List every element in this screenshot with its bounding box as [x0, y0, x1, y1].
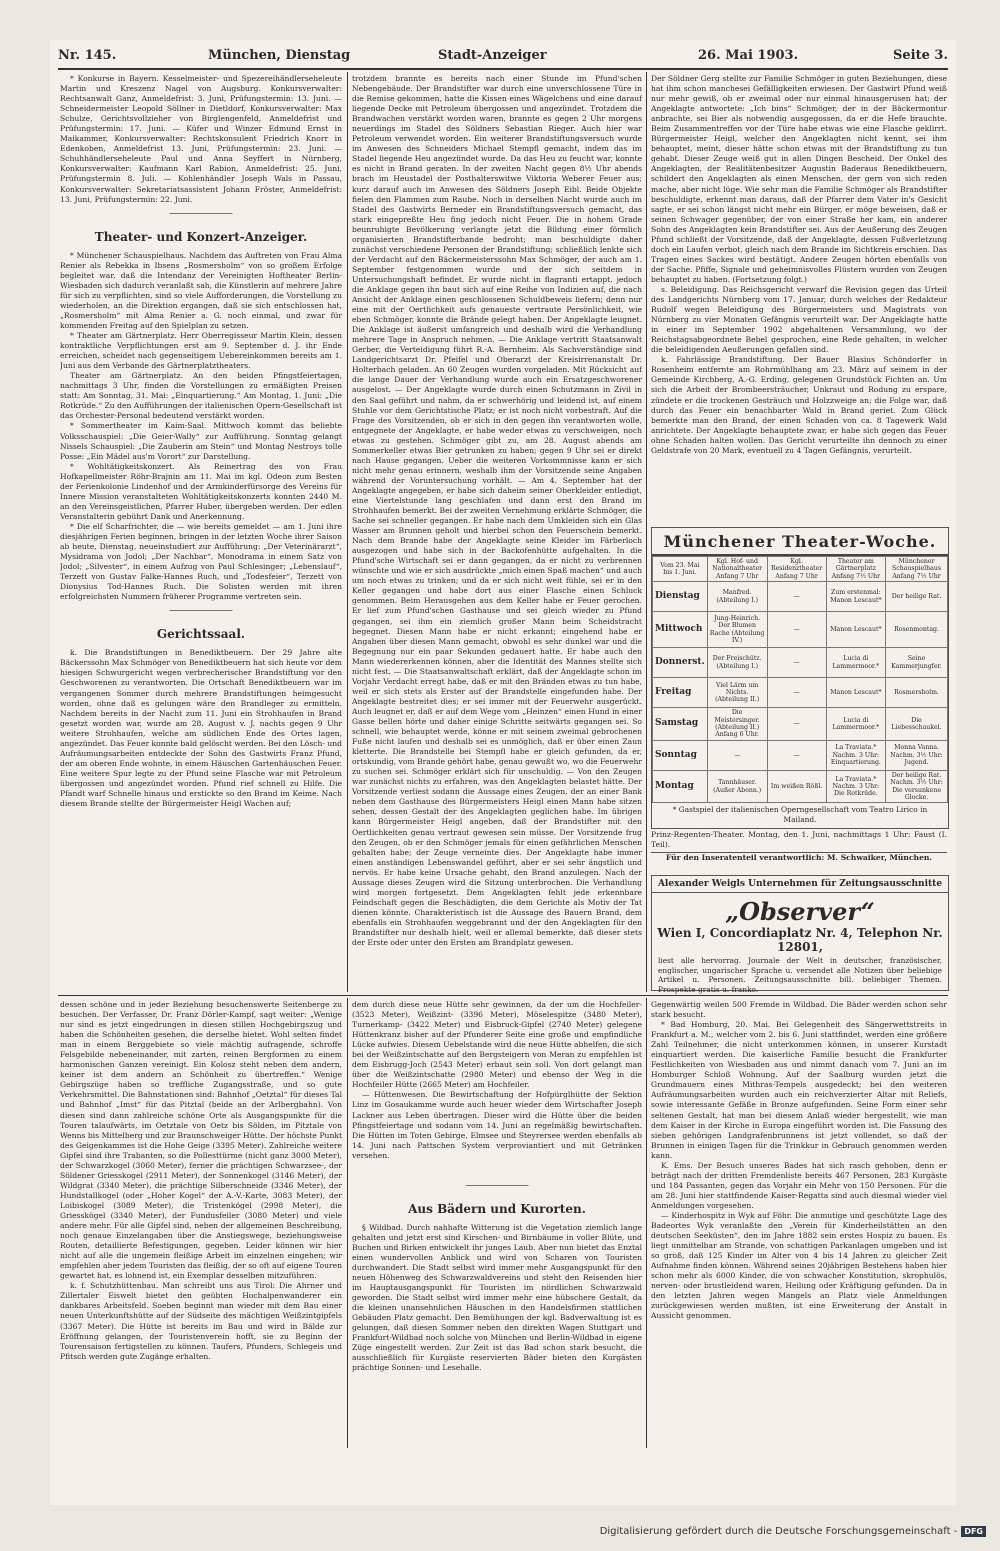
theater-para: * Wohltätigkeitskonzert. Als Reinertrag des von Frau Hofkapellmeister Röhr-Brajnin am 11. Mai im kgl. Odeon zum Besten der Ferienkolonie Lindenhof und der Armkinderfürsorge des Vereins für Innere Mission veranstalteten Wohltätigkeitskonzerts konnten 2440 M. an den Vereinsgeistlichen, Pfarrer Huber, übergeben werden. Der edlen Veranstalterin gebührt Dank und Anerkennung. [60, 461, 342, 521]
theater-week-box [651, 527, 949, 829]
table-cell: Lucia di Lammermoor.* [826, 708, 885, 741]
table-cell-day: Samstag [653, 708, 708, 741]
paper-name: Stadt-Anzeiger [438, 48, 547, 63]
digitization-credit [600, 1526, 986, 1537]
observer-address: Wien I, Concordiaplatz Nr. 4, Telephon Nr. 12801, [657, 926, 943, 954]
table-cell: — [767, 582, 826, 612]
page-header [58, 46, 948, 68]
table-row [653, 612, 948, 648]
place-date: München, Dienstag [208, 48, 351, 63]
theater-week-table [652, 556, 948, 803]
prinz-regenten-notice [651, 830, 947, 870]
table-cell-day: Mittwoch [653, 612, 708, 648]
table-cell: Der heilige Rat. [886, 582, 948, 612]
trial-report-text: trotzdem brannte es bereits nach einer Stunde im Pfund'schen Nebengebäude. Der Brandstifter war durch eine unverschlossene Türe in die Remise gekommen, hatte die Kissen eines Wägelchens und eine darauf liegende Decke mit Petroleum übergossen und angezündet. Trotzdem die Brandwachen verstärkt worden waren, brannte es gegen 2 Uhr morgens neuerdings im Stadel des Söldners Sebastian Rieger. Auch hier war Petroleum verwendet worden. Ein weiterer Brandstiftungsversuch wurde im Anwesen des Schneiders Michael Stempfl gemacht, indem das im Stadel liegende Heu angezündet wurde. Da das Heu zu feucht war, konnte es nicht in Brand geraten. In der zweiten Nacht gegen 8½ Uhr abends brach im Heustadel der Posthalterswitwe Viktoria Weberer Feuer aus; kurz darauf auch im Anwesen des Söldners Joseph Eibl. Beide Objekte fielen den Flammen zum Raube. Noch in derselben Nacht wurde auch im Stadel des Gastwirts Berneder ein Brandstiftungsversuch gemacht, das stark eingepreßte Heu fing jedoch nicht Feuer. Die in hohem Grade beunruhigte Bevölkerung verlangte jetzt die Bildung einer förmlich organisierten Brandstifterbande bedroht; man beschuldigte daher zunächst verschiedene Personen der Brandstiftung; schließlich lenkte sich der Verdacht auf den Bäckermeisterssohn Max Schmöger, der auch am 1. September festgenommen wurde und der sich seitdem in Untersuchungshaft befindet. Er wurde nicht in flagranti ertappt, jedoch die Anklage gegen ihn baut sich auf eine Reihe von Indizien auf, die nach Ansicht der Anklage einen geschlossenen Schuldbeweis liefern; denn nur eine mit der Oertlichkeit aufs genaueste vertraute Persönlichkeit, wie eben Schmöger, konnte die Brände gelegt haben. Der Angeklagte leugnet. Die Anklage ist äußerst umfangreich und deshalb wird die Verhandlung mehrere Tage in Anspruch nehmen. — Die Anklage vertritt Staatsanwalt Gerber, die Verteidigung führt R.-A. Bernheim. Als Sachverständige sind Landgerichtsarzt Dr. Pfeifel und Oberarzt der Kreisirrenanstalt Dr. Holterbach geladen. An 60 Zeugen wurden vorgeladen. Mit Rücksicht auf die lange Dauer der Verhandlung wurde auch ein Ersatzgeschworener ausgelost. — Der Angeklagte wurde durch einen Schutzmann in Zivil in den Saal geführt und nahm, da er schwerhörig und leidend ist, auf einem Stuhle vor dem Gerichtstische Platz; er ist noch nicht vorbestraft. Auf die Frage des Vorsitzenden, ob er sich in den gegen ihn verantworten wolle, entgegnete der Angeklagte, er habe weder etwas zu verschweigen, noch etwas zu gestehen. Schmöger gibt zu, am 28. August abends am Sommerkeller etwas Bier getrunken zu haben; gegen 9 Uhr sei er direkt nach Hause gegangen. Ueber die weiteren Vorkommnisse kann er sich nicht mehr genau erinnern, weshalb ihm der Vorsitzende seine Angaben während der Voruntersuchung vorhält. — Am 4. September hat der Angeklagte angegeben, er habe sich daheim seiner Oberkleider entledigt, eine Viertelstunde lang geschlafen und dann erst den Brand im Strohhaufen bemerkt. Bei der zweiten Vernehmung erklärte Schmöger, die Sache sei schneller gegangen. Er habe nach dem Umkleiden sich ein Glas Wasser am Brunnen geholt und hierbei schon den Feuerschein bemerkt. Nach dem Brande habe der Angeklagte seine Kleider im Färberloch ausgezogen und habe sich in der Backofenhütte aufgehalten. In die Pfund'sche Wirtschaft sei er dann gegangen, da er nicht zu verbrennen wünschte und wie er sich ausdrückte „mich einen Spaß machen“ und auch um noch etwas zu trinken; und da er sich nicht weit fühle, sei er in den Keller gegangen und habe dort aus einer Flasche einen Schluck genommen. Beim Herausgehen aus dem Keller habe er Feuer gerochen. Er lief zum Pfund'schen Gasthause und sei gleich wieder zu Pfund gegangen, sei ihm ein ziemlich großer Mann beim Scheidstracht begegnet. Diesen Mann habe er nicht erkannt; eingehend habe er Angaben über diesen Mann gemacht, obwohl es sehr dunkel war und die Begegnung nur ein paar Sekunden gedauert hatte. Er habe auch den Mann wiedererkennen können, aber die Identität des Mannes stellte sich nicht fest. — Die Staatsanwaltschaft erklärt, daß der Angeklagte schon im Vorjahr Verdacht erregt habe, daß er mit den Bränden etwas zu tun habe, weil er sich stets als Erster auf der Brandstelle eingefunden habe. Der Angeklagte bestreitet dies; er sei immer mit der Feuerwehr ausgerückt. Auch leugnet er, daß er auf dem Wege vom „Heinzen“ einen Hund in einer Gasse bellen hörte und daher einige Schritte seitwärts gegangen sei. So schnell, wie behauptet werde, könne er mit seinem zweimal gebrochenen Fuße nicht laufen und deshalb sei es unmöglich, daß er über einen Zaun kletterte. Die Brandstelle bei Stempfl habe er gleich gefunden, da er, ortskundig, vom Brande gehört habe, genau gewußt wo, wo die Feuerwehr zu suchen sei. Schmöger erklärt sich für unschuldig. — Von den Zeugen war zunächst nichts zu erfahren, was den Angeklagten belastet hätte. Der Vorsitzende verliest sodann die Aussage eines Zeugen, der an einer Bank neben dem Gasthause des Bürgermeisters Heigl einen Mann habe sitzen sehen, dessen Gestalt der des Angeklagten geglichen habe. Im übrigen kann Bürgermeister Heigl angeben, daß der Brandstifter mit den Oertlichkeiten genau vertraut gewesen sein müsse. Der Vorsitzende frug den Zeugen, ob er den Schmöger jemals für einen gefährlichen Menschen gehalten habe; der Zeuge verneinte dies. Der Angeklagte habe immer einen anständigen Lebenswandel geführt, aber er sei sehr ängstlich und nervös. Er habe keine Ursache gehabt, den Brand anzulegen. Nach der Aussage dieses Zeugen wird die Sitzung unterbrochen. Die Verhandlung wird morgen fortgesetzt. Dem Angeklagten fehlt jede erkennbare Feindschaft gegen die Beschädigten, die dem Gerichte als Motiv der Tat dienen könnte. Charakteristisch ist die Aussage des Bauern Brand, dem ebenfalls ein Strohhaufen weggebrannt und der den Angeklagten für den Brandstifter nur deshalb hielt, weil er allemal bemerkte, daß dieser stets der Erste oder unter den Ersten am Brandplatz gewesen. [352, 74, 642, 948]
bottom-column-1 [60, 1000, 342, 1445]
kinderhospiz-notice: — Kinderhospitz in Wyk auf Föhr. Die anmutige und geschützte Lage des Badeortes Wyk veranlaßte den „Verein für Kinderheilstätten an den deutschen Seeküsten“, den im Jahre 1882 sein erstes Hospiz zu bauen. Es liegt unmittelbar am Strande, von schattigen Parkanlagen umgeben und ist so groß, daß 125 Kinder im Alter von 4 bis 14 Jahren zu gleicher Zeit Aufnahme finden können. Während seines 20jährigen Bestehens haben hier schon mehr als 6000 Kinder, die von schwacher Konstitution, skrophulös, nerven- oder brustleidend waren, Heilung oder Kräftigung gefunden. Da in den letzten Jahren wegen Mangels an Platz viele Anmeldungen zurückgewiesen werden mußten, ist eine Erweiterung der Anstalt in Aussicht genommen. [651, 1210, 947, 1321]
issue-date: 26. Mai 1903. [698, 48, 799, 63]
prinz-regenten-text: Prinz-Regenten-Theater. Montag, den 1. Juni, nachmittags 1 Uhr: Faust (I. Teil). [651, 830, 947, 850]
table-cell: — [767, 708, 826, 741]
wildbad-continued: Gegenwärtig weilen 500 Fremde in Wildbad. Die Bäder werden schon sehr stark besucht. [651, 1000, 947, 1020]
table-header: Kgl. Hof- und Nationaltheater Anfang 7 Uhr [707, 557, 767, 582]
table-cell: Viel Lärm um Nichts. (Abteilung II.) [707, 678, 767, 708]
section-heading-gericht: Gerichtssaal. [156, 627, 246, 642]
theater-para: Theater am Gärtnerplatz. An den beiden Pfingstfeiertagen, nachmittags 3 Uhr, finden die Vorstellungen zu ermäßigten Preisen statt: Am Sonntag, 31. Mai: „Einquartierung.“ Am Montag, 1. Juni: „Die Rotkrüde.“ Zu den Aufführungen der italienischen Opern-Gesellschaft ist das Orchester-Personal bedeutend verstärkt worden. [60, 371, 342, 421]
bergtour-text: dessen schöne und in jeder Beziehung besuchenswerte Seitenberge zu besuchen. Der Verfasser, Dr. Franz Dörler-Kampf, sagt weiter: „Wenige nur sind es jetzt eingedrungen in diesen stillen Hochgebirgszug und haben die Schönheiten gesehen, die derselbe bietet. Wohl selten findet man in einem Berggebiete so viele mächtig aufragende, schroffe Felsgebilde nebeneinander, mit zarten, reinen Bergformen zu einem harmonischen Ganzen vereinigt. Ein Kolosz steht neben dem andern, keiner ist dem andern an Schönheit zu übertreffen.“ Wenige Gebirgszüge haben so treffliche Zugangsstraße, und so gute Verkehrsmittel. Die Bahnstationen sind: Bahnhof „Oetztal“ für dieses Tal und Bahnhof „Imst“ für das Pitztal (beide an der Arlbergbahn). Von diesen sind dann zahlreiche schöne Orte als Ausgangspunkte für die Touren talaufwärts, im Oetztale von Oetz bis Sölden, im Pitztale von Wenns bis Mittelberg und zur Braunschweiger Hütte. Der höchste Punkt des Geigenkammes ist die Hohe Geige (3395 Meter). Zahlreiche weitere Gipfel sind ihre Trabanten, so die Pollesttürme (nicht ganz 3000 Meter), der Schwarzkogel (3060 Meter), ferner die prächtigen Schwarzsee-, der Söldener Griesskogel (2911 Meter), der Sonnenkogel (3146 Meter), der Wildgrat (3340 Meter), die prächtige Silberschneide (3346 Meter), der Hundstallkogel (oder „Hoher Kogel“ der A.-V.-Karte, 3083 Meter), der Loibiskogel (3089 Meter), die Tristenkögel (2998 Meter), die Griesskögel (3340 Meter), der Fundusfeiler (3080 Meter) und viele andere mehr. Für alle Gipfel sind, neben der allgemeinen Beschreibung, noch genaue Einzelangaben über die Anstiegswege, beziehungsweise Routen, detaillierte Befestigungen, gegeben. Leider können wir hier nicht auf alle die ungemein fleißige Arbeit im einzelnen eingehen; wir empfehlen aber jedem Touristen das fleißig, der so oft auf eigene Touren gewartet hat, es lohnend ist, ein Exemplar desselben mitzuführen. [60, 1000, 342, 1281]
observer-title: „Observer“ [725, 897, 875, 926]
table-cell: Manfred. (Abteilung I.) [707, 582, 767, 612]
table-cell: Tannhäuser. (Außer Abonn.) [707, 770, 767, 803]
table-cell-day: Dienstag [653, 582, 708, 612]
table-row [653, 582, 948, 612]
redaktion-text: Für den Inseratenteil verantwortlich: M. Schwaiker, München. [651, 852, 947, 863]
table-cell: Die Liebesschaukel. [886, 708, 948, 741]
table-cell: — [707, 740, 767, 770]
table-header: Vom 23. Mai bis 1. Juni. [653, 557, 708, 582]
table-cell: Manon Lescaut* [826, 678, 885, 708]
table-cell: Seine Kammerjungfer. [886, 648, 948, 678]
ems-notice: K. Ems. Der Besuch unseres Bades hat sich rasch gehoben, denn er beträgt nach der dritten Fremdenliste bereits 467 Personen, 283 Kurgäste und 184 Passanten, gegen das Vorjahr ein Mehr von 150 Personen. Für die am 28. Juni hier stattfindende Kaiser-Regatta sind auch diesmal wieder viel Anmeldungen vorgesehen. [651, 1160, 947, 1210]
table-cell: Zum erstenmal: Manon Lescaut* [826, 582, 885, 612]
homburg-notice: * Bad Homburg, 20. Mai. Bei Gelegenheit des Sängerwettstreits in Frankfurt a. M., welcher vom 2. bis 6. Juni stattfindet, werden eine größere Zahl Teilnehmer, die nicht unterkommen können, in unserer Kurstadt einquartiert werden. Die kaiserliche Familie besucht die Frankfurter Festlichkeiten von Wiesbaden aus und nimmt danach vom 7. Juni an im Homburger Schloß Wohnung. Auf der Saalburg wurden jetzt die Grundmauern eines Mithras-Tempels ausgedeckt; bei den weiteren Aufräumungsarbeiten wurden auch ein reichverzierter Altar mit Reliefs, sowie interessante Gefäße in Bronze aufgefunden. Seine Form einer sehr seltenen Gestalt, hat man bei diesem Anlaß wieder hergestellt, wie man dem Kaiser in der Kirche in Europa eingeführt worden ist. Die Fassung des sieben gehörigen Landgrafenbrunnens ist jetzt vollendet, so daß der Brunnen in einigen Tagen für die Trinkkur in Gebrauch genommen werden kann. [651, 1020, 947, 1160]
column-rule [347, 998, 348, 1448]
column-rule [646, 998, 647, 1448]
column-1 [60, 74, 342, 990]
table-cell: Der Freischütz. (Abteilung I.) [707, 648, 767, 678]
table-cell: — [767, 612, 826, 648]
bottom-column-2 [352, 1000, 642, 1445]
table-cell: Rosenmontag. [886, 612, 948, 648]
dfg-logo-icon: DFG [961, 1526, 986, 1537]
wildbad-notice: § Wildbad. Durch nahhafte Witterung ist die Vegetation ziemlich lange gehalten und jetzt erst sind Kirschen- und Birnbäume in voller Blüte, und Buchen und Birken entwickelt ihr junges Laub. Aber nun bietet das Enztal einen wundervollen Anblick und wird von Scharen von Touristen durchwandert. Die Stadt selbst wird immer mehr Ausgangspunkt für den neuen Höhenweg des Schwarzwaldvereins und steht den Reisenden hier im Hauptausgangspunkt für Touristen im nördlichen Schwarzwald geworden. Die Stadt selbst wird immer mehr eine hübschere Gestalt, da die kleinen unansehnlichen Häuschen in den Handelsfirmen stattlichen Gebäuden Platz gemacht. Den Bemühungen der kgl. Badverwaltung ist es gelungen, daß diesen Sommer neben den direkten Wagen Stuttgart und Frankfurt-Wildbad noch solche von München und Berlin-Wildbad in eigene Züge eingestellt werden. Zur Zeit ist das Bad schon stark besucht, die ausschließlich für Kurgäste reservierten Bäder bieten den Kurgästen prächtige Sonnen- und Lesehalle. [352, 1222, 642, 1373]
theater-para: * Münchener Schauspielhaus. Nachdem das Auftreten von Frau Alma Renier als Rebekka in Ibsens „Rosmersholm“ von so großem Erfolge begleitet war, daß die Intendanz der Vereinigten Hoftheater Berlin-Wiesbaden sich dadurch veranlaßt sah, die Künstlerin auf mehrere Jahre für sich zu verpflichten, sind so viele Aufforderungen, die Vorstellung zu wiederholen, an die Direktion ergangen, daß sie sich entschlossen hat, „Rosmersholm“ mit Alma Renier a. G. noch einmal, und zwar für kommenden Freitag auf den Spielplan zu setzen. [60, 250, 342, 330]
table-cell: Rosmersholm. [886, 678, 948, 708]
fahrlaessig-notice: k. Fahrlässige Brandstiftung. Der Bauer Blasius Schöndorfer in Rosenheim entfernte am Rohrmühlhang am 23. März auf seinem in der Gemeinde Kirchberg, A.-G. Erding, gelegenen Grundstück Fichten an. Um sich die Arbeit der Brombeersträucher, Unkraut und Rodung zu erspare, zündete er die trockenen Gesträuch und Holzzweige an; die Folge war, daß durch das Feuer ein benachbarter Wald in Brand geriet. Zum Glück bemerkte man den Brand, der einen Schaden von ca. 8 Tagewerk Wald anrichtete. Der Angeklagte behauptete zwar, er habe sich gegen das Feuer ohne Schaden halten wollen. Das Gericht verurteilte ihn dennoch zu einer Geldstrafe von 20 Mark, eventuell zu 4 Tagen Gefängnis, verurteilt. [651, 355, 947, 455]
table-row [653, 740, 948, 770]
table-header: Münchener Schauspielhaus Anfang 7½ Uhr [886, 557, 948, 582]
header-rule [58, 68, 948, 70]
table-cell: Manon Lescaut* [826, 612, 885, 648]
huette-text: dem durch diese neue Hütte sehr gewinnen, da der um die Hochfeiler- (3523 Meter), Weißzint- (3396 Meter), Möselespitze (3480 Meter), Turnerkamp- (3422 Meter) und Eisbruck-Gipfel (2740 Meter) gelegene Hüttenkranz bisher auf der Pfunderer Seite eine große und empfindliche Lücke aufwies. Diesem Uebelstande wird die neue Hütte abhelfen, die sich bei der Weißzintschatte auf den Bergsteigern von Meran zu empfehlen ist dem Eisbrugg-Joch (2543 Meter) erbaut sein soll. Von dort gelangt man über die Weißzintschatte (2980 Meter) und ebenso der Weg in die Hochfeiler Hütte (2665 Meter) am Hochfeiler. [352, 1000, 642, 1090]
table-header: Theater am Gärtnerplatz Anfang 7½ Uhr [826, 557, 885, 582]
table-cell: Die Meistersinger. (Abteilung II.) Anfang 6 Uhr. [707, 708, 767, 741]
schutzhuetten-notice: k. f. Schutzhüttenbau. Man schreibt uns aus Tirol: Die Ahrner und Zillertaler Eiswelt bietet den geübten Hochalpenwanderer ein dankbares Arbeitsfeld. Soeben beginnt man wieder mit dem Bau einer neuen Unterkunftshütte auf der Südseite des mächtigen Weißzintgipfels (3367 Meter). Die Hütte ist bereits im Bau und wird in Bälde zur Eröffnung gelangen, der Touristenverein hofft, sie zu Beginn der Tourensaison fertigstellen zu können. Taufers, Pfunders, Schlegeis und Pfitsch werden gute Zugänge erhalten. [60, 1281, 342, 1361]
table-cell: Monna Vanna. Nachm. 3½ Uhr: Jugend. [886, 740, 948, 770]
observer-line1: Alexander Weigls Unternehmen für Zeitungsausschnitte [652, 876, 948, 893]
theater-week-title: Münchener Theater-Woche. [652, 528, 948, 556]
column-rule [646, 72, 647, 992]
table-header: Kgl. Residenztheater Anfang 7 Uhr [767, 557, 826, 582]
credit-text: Digitalisierung gefördert durch die Deutsche Forschungsgemeinschaft - [599, 1526, 958, 1537]
table-row [653, 648, 948, 678]
column-3-text [651, 74, 947, 522]
huettenwesen-notice: — Hüttenwesen. Die Bewirtschaftung der Hofpürglhütte der Sektion Linz im Gosaukamme wurde auch heuer wieder dem Wirtschafter Joseph Lackner aus Leben übertragen. Dieser wird die Hütte über die beiden Pfingstfeiertage und sodann vom 14. Juni an regelmäßig bewirtschaften. Die Hütten im Toten Gebirge, Elmsee und Steyrersee werden ebenfalls ab 14. Juni nach Pattschen System verproviantiert und mit Getränken versehen. [352, 1090, 642, 1160]
separator: ――――――― [169, 606, 233, 617]
theater-para: * Sommertheater im Kaim-Saal. Mittwoch kommt das beliebte Volksschauspiel: „Die Geier-Wally“ zur Aufführung. Sonntag gelangt Nissels Schauspiel: „Die Zauberin am Stein“ und Montag Nestroys tolle Posse: „Ein Mädel aus'm Vorort“ zur Darstellung. [60, 421, 342, 461]
table-cell: La Traviata.* Nachm. 3 Uhr: Die Rotkrüde. [826, 770, 885, 803]
table-cell: La Traviata.* Nachm. 3 Uhr: Einquartierung. [826, 740, 885, 770]
section-heading-baeder: Aus Bädern und Kurorten. [408, 1201, 586, 1216]
section-heading-theater: Theater- und Konzert-Anzeiger. [94, 229, 308, 244]
table-cell: — [767, 678, 826, 708]
beleidigung-notice: s. Beleidigung. Das Reichsgericht verwarf die Revision gegen das Urteil des Landgerichts Nürnberg vom 17. Januar, durch welches der Redakteur Rudolf wegen Beleidigung des Bürgermeisters und Magistrats von Nürnberg zu vier Monaten Gefängnis verurteilt war. Der Angeklagte hatte in einer im September 1902 abgehaltenen Versammlung, wo der Reichstagsabgeordnete Bebel gesprochen, eine Rede gehalten, in welcher die beleidigenden Aeußerungen gefallen sind. [651, 284, 947, 355]
table-row [653, 770, 948, 803]
table-cell-day: Freitag [653, 678, 708, 708]
table-cell-day: Sonntag [653, 740, 708, 770]
table-cell: — [767, 648, 826, 678]
bottom-column-3 [651, 1000, 947, 1445]
table-header-row [653, 557, 948, 582]
table-footnote: * Gastspiel der italienischen Operngesellschaft vom Teatro Lirico in Mailand. [672, 805, 928, 824]
table-cell: Jung-Heinrich. Der Blumen Rache (Abteilung IV.) [707, 612, 767, 648]
separator: ――――――― [169, 208, 233, 219]
table-cell: Im weißen Rößl. [767, 770, 826, 803]
konkurse-notice: * Konkurse in Bayern. Kesselmeister- und Spezereihändlerseheleute Martin und Kreszenz Nagel von Augsburg. Konkursverwalter: Rechtsanwalt Ganz, Anmeldefrist: 3. Juni, Prüfungstermin: 13. Juni. — Schneidermeister Leopold Söllner in Dietldorf, Konkursverwalter: Max Schulze, Gerichtsvollzieher von Birglengenfeld, Anmeldefrist und Prüfungstermin: 17. Juni. — Küfer und Winzer Edmund Ernst in Maikammer, Konkursverwalter: Rechtskonsulent Friedrich Knorr in Edenkoben, Anmeldefrist 13. Juni, Prüfungstermin: 23. Juni. — Schuhhändlerseheleute Paul und Anna Seyffert in Nürnberg, Konkursverwalter: Kaufmann Karl Rabion, Anmeldefrist: 25. Juni, Prüfungstermin 8. Juli. — Kohlenhändler Joseph Wals in Passau, Konkursverwalter: Sekretariatsassistent Johann Fröster, Anmeldefrist: 13. Juni, Prüfungstermin: 22. Juni. [60, 74, 342, 204]
column-2 [352, 74, 642, 990]
table-cell-day: Donnerst. [653, 648, 708, 678]
table-row [653, 678, 948, 708]
table-cell-day: Montag [653, 770, 708, 803]
table-cell: Der heilige Rat. Nachm. 3½ Uhr: Die versunkene Glocke. [886, 770, 948, 803]
trial-report-continued: Der Söldner Gerg stellte zur Familie Schmöger in guten Beziehungen, diese hat ihm schon manchesei Gefälligkeiten erwiesen. Der Gastwirt Pfund weiß nur mehr gewiß, ob er zweimal oder nur einmal hinausgerusen hat; der Angeklagte antwortete: „Ich bins“ Schmöger, der in der Bäckermontur anbrachte, sei Bier als notwendig ausgegossen, da er die Hefe brauchte. Beim Zusammentreffen vor der Türe habe etwas wie eine Flasche geklirrt. Bürgermeister Heigl, welcher den Angeklagten nicht kennt, sei ihm behauptet, meint, dieser hätte schon etwas mit der Brandstiftung zu tun gehabt. Dieser Zeuge weiß gut in allen Dingen Bescheid. Der Onkel des Angeklagten, der Realitätenbesitzer Augustin Baderaus Benediktbeuern, schildert den Angeklagten als einen Menschen, der gern von sich reden mache, aber nicht lüge. Wie sehr man die Familie Schmöger als Brandstifter beschuldigte, erkennt man daraus, daß der Pfarrer dem Vater in's Gesicht sagte, er sei schon längst nicht mehr ein Bürger, er möge beweisen, daß er seinen Schwager gegenüber, der von einer Straße her kam, ein anderer Sohn des Angeklagten kein Brandstifter sei. Aus der Aeußerung des Zeugen Pfund schließt der Vorsitzende, daß der Angeklagte, dessen Fußverletzung doch ein Laufen verbot, gleich nach dem Brande im Sichtkreis erschien. Das Tragen eines Sackes wird bestätigt. Andere Zeugen hörten ebenfalls von der Sache. Pfiffe, Signale und geheimnisvolles Flüstern wurden von Zeugen behauptet zu haben. (Fortsetzung folgt.) [651, 74, 947, 284]
page-number: Seite 3. [893, 48, 948, 63]
theater-para: * Die elf Scharfrichter, die — wie bereits gemeldet — am 1. Juni ihre diesjährigen Ferien beginnen, bringen in der letzten Woche ihrer Saison ab heute, Dienstag, neueinstudiert zur Aufführung: „Der Veterinärarzt“, Mysidrama von Jodol; „Der Nachbar“, Monodrama in einem Satz von Jodol; „Silvester“, in einem Aufzug von Paul Schlesinger; „Lebenslauf“, Terzett von Gustav Falke-Hannes Ruch, und „Todesfeier“, Terzett von Dionysius Tod-Hannes Ruch. Die Solisten werden mit ihren erfolgreichsten Nummern früherer Programme vertreten sein. [60, 521, 342, 602]
column-rule [347, 72, 348, 992]
table-row [653, 708, 948, 741]
observer-advertisement [651, 875, 949, 994]
observer-text: liest alle hervorrag. Journale der Welt in deutscher, französischer, englischer, ungarischer Sprache u. versendet alle Notizen über beliebige Artikel u. Personen. Zeitungsausschnitte bill. beliebiger Themen. Prospekte gratis u. franko. [658, 956, 942, 994]
table-cell: — [767, 740, 826, 770]
gericht-para: k. Die Brandstiftungen in Benediktbeuern. Der 29 Jahre alte Bäckerssohn Max Schmöger von Benediktbeuern hat sich heute vor dem hiesigen Schwurgericht wegen verbrecherischer Brandstiftung vor den Geschworenen zu verantworten. Die Ortschaft Benediktbeuern war im vergangenen Sommer durch mehrere Brandstiftungen heimgesucht worden, ohne daß es gelungen wäre den Brandleger zu ermitteln. Nachdem bereits in der Nacht zum 11. Juni ein Strohhaufen in Brand gesetzt worden war, wurde am 28. August v. J. nachts gegen 9 Uhr weitere Strohhaufen, welche am südlichen Ende des Ortes lagen, angezündet. Das Feuer konnte bald gelöscht werden. Bei den Lösch- und Aufräumungsarbeiten entdeckte der Sohn des Gastwirts Franz Pfund, der am oberen Ende wohnte, in einem Häuschen Gartenhäuschen Feuer. Eine weitere Spur legte zu der Pfund seine Flasche war mit Petroleum übergossen und angezündet worden. Pfund rief schnell zu Hilfe. Die Pfandt warf Schnelle hinaus und erstickte so den Brand im Keime. Nach diesem Brande stellte der Bürgermeister Heigl Wachen auf; [60, 648, 342, 809]
issue-number: Nr. 145. [58, 48, 117, 63]
table-cell: Lucia di Lammermoor.* [826, 648, 885, 678]
theater-para: * Theater am Gärtnerplatz. Herr Oberregisseur Martin Klein, dessen kontraktliche Verpflichtungen erst am 9. September d. J. ihr Ende erreichen, scheidet nach gegenseitigem Uebereinkommen bereits am 1. Juni aus dem Verbande des Gärtnerplatztheaters. [60, 331, 342, 371]
separator: ――――――― [465, 1180, 529, 1191]
